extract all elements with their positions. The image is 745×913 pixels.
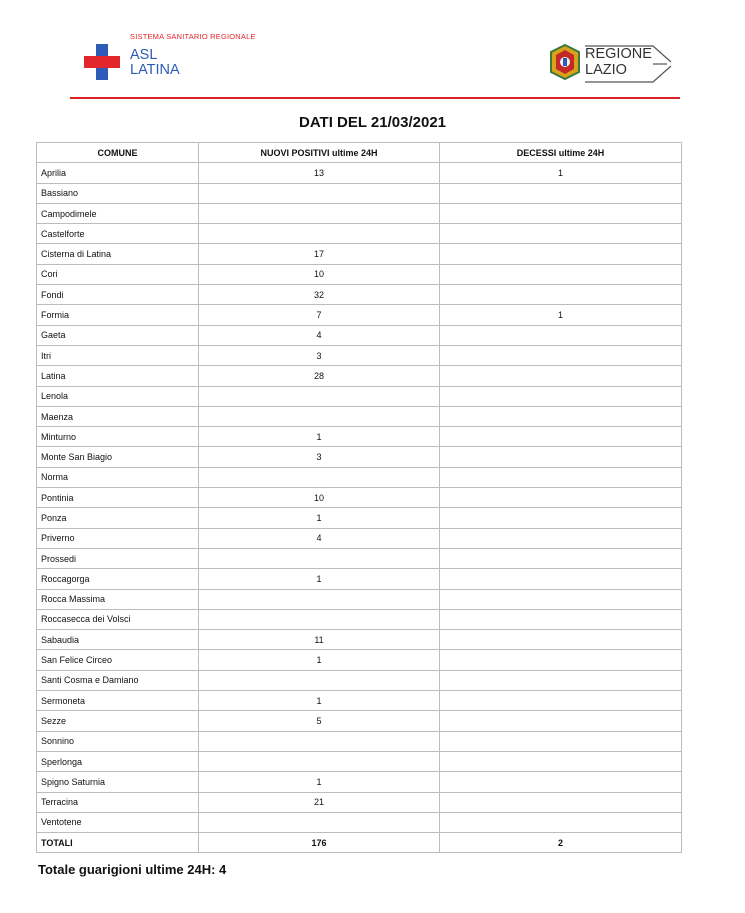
table-row xyxy=(37,447,682,467)
asl-cross-logo-icon xyxy=(84,44,120,80)
cell-decessi xyxy=(440,792,682,812)
cell-decessi xyxy=(440,751,682,771)
cell-decessi: 1 xyxy=(440,305,682,325)
cell-nuovi-positivi: 1 xyxy=(199,691,440,711)
column-header-comune: COMUNE xyxy=(37,143,199,163)
cell-decessi xyxy=(440,508,682,528)
cell-nuovi-positivi: 10 xyxy=(199,488,440,508)
cell-decessi xyxy=(440,589,682,609)
table-row xyxy=(37,630,682,650)
table-row xyxy=(37,691,682,711)
cell-nuovi-positivi: 1 xyxy=(199,650,440,670)
cell-nuovi-positivi xyxy=(199,609,440,629)
cell-decessi: 1 xyxy=(440,163,682,183)
cell-nuovi-positivi: 3 xyxy=(199,447,440,467)
cell-decessi xyxy=(440,325,682,345)
cell-nuovi-positivi xyxy=(199,751,440,771)
cell-nuovi-positivi: 17 xyxy=(199,244,440,264)
cell-decessi xyxy=(440,650,682,670)
cell-nuovi-positivi: 1 xyxy=(199,508,440,528)
cell-nuovi-positivi xyxy=(199,406,440,426)
cell-nuovi-positivi xyxy=(199,203,440,223)
cell-decessi xyxy=(440,285,682,305)
cell-comune: Pontinia xyxy=(37,488,199,508)
cell-comune: Cisterna di Latina xyxy=(37,244,199,264)
table-row xyxy=(37,609,682,629)
table-row xyxy=(37,224,682,244)
totals-decessi: 2 xyxy=(440,833,682,853)
cell-decessi xyxy=(440,406,682,426)
page-header xyxy=(0,0,745,100)
cell-nuovi-positivi: 11 xyxy=(199,630,440,650)
table-row xyxy=(37,427,682,447)
cell-decessi xyxy=(440,812,682,832)
cell-comune: Santi Cosma e Damiano xyxy=(37,670,199,690)
cell-comune: Ponza xyxy=(37,508,199,528)
cell-nuovi-positivi xyxy=(199,812,440,832)
table-row xyxy=(37,731,682,751)
cell-nuovi-positivi: 5 xyxy=(199,711,440,731)
cell-comune: Priverno xyxy=(37,528,199,548)
cell-nuovi-positivi xyxy=(199,467,440,487)
table-row xyxy=(37,203,682,223)
cell-nuovi-positivi: 1 xyxy=(199,569,440,589)
cell-comune: Maenza xyxy=(37,406,199,426)
cell-comune: Spigno Saturnia xyxy=(37,772,199,792)
cell-decessi xyxy=(440,183,682,203)
cell-nuovi-positivi: 10 xyxy=(199,264,440,284)
table-row xyxy=(37,264,682,284)
cell-comune: Fondi xyxy=(37,285,199,305)
cell-decessi xyxy=(440,345,682,365)
cell-comune: Gaeta xyxy=(37,325,199,345)
column-header-nuovi-positivi: NUOVI POSITIVI ultime 24H xyxy=(199,143,440,163)
cell-decessi xyxy=(440,772,682,792)
cell-comune: Formia xyxy=(37,305,199,325)
asl-name-line2: LATINA xyxy=(130,62,180,78)
cell-decessi xyxy=(440,731,682,751)
region-name xyxy=(585,46,652,78)
table-row xyxy=(37,406,682,426)
cell-nuovi-positivi: 13 xyxy=(199,163,440,183)
cell-comune: Itri xyxy=(37,345,199,365)
total-recoveries: Totale guarigioni ultime 24H: 4 xyxy=(38,862,227,877)
cell-comune: Castelforte xyxy=(37,224,199,244)
totals-row xyxy=(37,833,682,853)
cell-comune: Latina xyxy=(37,366,199,386)
cell-comune: Sermoneta xyxy=(37,691,199,711)
cell-decessi xyxy=(440,386,682,406)
cell-comune: Terracina xyxy=(37,792,199,812)
cell-comune: Bassiano xyxy=(37,183,199,203)
cell-decessi xyxy=(440,691,682,711)
region-name-line2: LAZIO xyxy=(585,62,627,78)
cell-comune: San Felice Circeo xyxy=(37,650,199,670)
cell-comune: Lenola xyxy=(37,386,199,406)
table-row xyxy=(37,792,682,812)
table-row xyxy=(37,467,682,487)
cell-comune: Roccasecca dei Volsci xyxy=(37,609,199,629)
table-row xyxy=(37,528,682,548)
cell-decessi xyxy=(440,264,682,284)
cell-nuovi-positivi: 7 xyxy=(199,305,440,325)
cell-nuovi-positivi: 4 xyxy=(199,325,440,345)
covid-data-table xyxy=(36,142,682,853)
cell-decessi xyxy=(440,366,682,386)
cell-decessi xyxy=(440,548,682,568)
totals-nuovi-positivi: 176 xyxy=(199,833,440,853)
cell-comune: Sabaudia xyxy=(37,630,199,650)
page-title: DATI DEL 21/03/2021 xyxy=(298,114,447,131)
cell-comune: Prossedi xyxy=(37,548,199,568)
table-row xyxy=(37,325,682,345)
cell-nuovi-positivi: 1 xyxy=(199,772,440,792)
table-row xyxy=(37,670,682,690)
cell-decessi xyxy=(440,427,682,447)
cell-comune: Rocca Massima xyxy=(37,589,199,609)
table-row xyxy=(37,366,682,386)
cell-comune: Campodimele xyxy=(37,203,199,223)
asl-subtitle: SISTEMA SANITARIO REGIONALE xyxy=(130,32,256,41)
table-row xyxy=(37,305,682,325)
cell-nuovi-positivi xyxy=(199,548,440,568)
table-body xyxy=(37,163,682,833)
cell-comune: Cori xyxy=(37,264,199,284)
cell-nuovi-positivi xyxy=(199,731,440,751)
table-row xyxy=(37,163,682,183)
cell-nuovi-positivi xyxy=(199,670,440,690)
table-row xyxy=(37,650,682,670)
table-row xyxy=(37,569,682,589)
cell-nuovi-positivi xyxy=(199,589,440,609)
asl-name-line1: ASL xyxy=(130,47,158,63)
cell-nuovi-positivi: 32 xyxy=(199,285,440,305)
cell-decessi xyxy=(440,670,682,690)
table-row xyxy=(37,285,682,305)
table-row xyxy=(37,386,682,406)
cell-decessi xyxy=(440,447,682,467)
cell-decessi xyxy=(440,224,682,244)
cell-decessi xyxy=(440,203,682,223)
cell-comune: Roccagorga xyxy=(37,569,199,589)
cell-decessi xyxy=(440,630,682,650)
table-row xyxy=(37,589,682,609)
table-row xyxy=(37,751,682,771)
table-row xyxy=(37,812,682,832)
cell-comune: Sonnino xyxy=(37,731,199,751)
cell-nuovi-positivi xyxy=(199,183,440,203)
totals-label: TOTALI xyxy=(37,833,199,853)
asl-name xyxy=(130,48,180,78)
cell-decessi xyxy=(440,609,682,629)
cell-decessi xyxy=(440,528,682,548)
cell-comune: Norma xyxy=(37,467,199,487)
cell-comune: Sperlonga xyxy=(37,751,199,771)
cell-nuovi-positivi: 1 xyxy=(199,427,440,447)
table-row xyxy=(37,345,682,365)
cell-comune: Aprilia xyxy=(37,163,199,183)
table-row xyxy=(37,711,682,731)
cell-decessi xyxy=(440,488,682,508)
cell-decessi xyxy=(440,467,682,487)
cell-nuovi-positivi xyxy=(199,224,440,244)
column-header-decessi: DECESSI ultime 24H xyxy=(440,143,682,163)
cell-comune: Sezze xyxy=(37,711,199,731)
cell-nuovi-positivi: 3 xyxy=(199,345,440,365)
table-row xyxy=(37,183,682,203)
cell-comune: Monte San Biagio xyxy=(37,447,199,467)
regione-lazio-emblem-icon xyxy=(549,44,581,80)
table-row xyxy=(37,508,682,528)
table-header-row xyxy=(37,143,682,163)
cell-comune: Ventotene xyxy=(37,812,199,832)
cell-nuovi-positivi: 28 xyxy=(199,366,440,386)
table-row xyxy=(37,548,682,568)
cell-nuovi-positivi: 21 xyxy=(199,792,440,812)
cell-decessi xyxy=(440,711,682,731)
cell-decessi xyxy=(440,569,682,589)
table-row xyxy=(37,488,682,508)
cell-decessi xyxy=(440,244,682,264)
table-row xyxy=(37,772,682,792)
cell-comune: Minturno xyxy=(37,427,199,447)
cell-nuovi-positivi xyxy=(199,386,440,406)
header-divider xyxy=(70,97,680,99)
cell-nuovi-positivi: 4 xyxy=(199,528,440,548)
region-name-line1: REGIONE xyxy=(585,46,652,62)
table-row xyxy=(37,244,682,264)
